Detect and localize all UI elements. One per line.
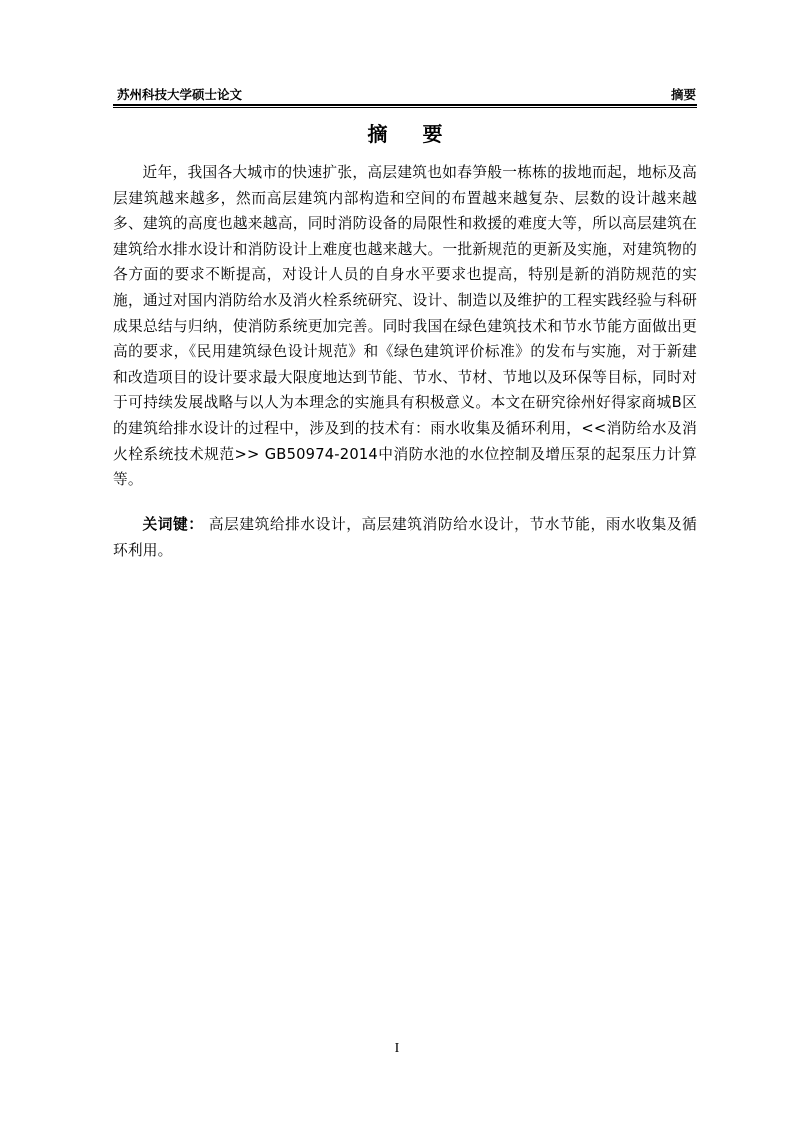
header-section-name: 摘要 (670, 87, 696, 102)
page-number: I (394, 1041, 400, 1056)
header-rule-thin (113, 107, 697, 108)
keywords-label: 关词键： (142, 516, 204, 533)
header-university-thesis: 苏州科技大学硕士论文 (117, 87, 243, 102)
header-rule-thick (113, 104, 697, 106)
abstract-title: 摘 要 (367, 122, 457, 146)
abstract-paragraph: 近年，我国各大城市的快速扩张，高层建筑也如春笋般一栋栋的拔地而起，地标及高层建筑越来越多，然而高层建筑内部构造和空间的布置越来越复杂、层数的设计越来越多、建筑的高度也越来越高，同时消防设备的局限性和救援的难度大等，所以高层建筑在建筑给水排水设计和消防设计上难度也越来越大。一批新规范的更新及实施，对建筑物的各方面的要求不断提高，对设计人员的自身水平要求也提高，特别是新的消防规范的实施，通过对国内消防给水及消火栓系统研究、设计、制造以及维护的工程实践经验与科研成果总结与归纳，使消防系统更加完善。同时我国在绿色建筑技术和节水节能方面做出更高的要求，《民用建筑绿色设计规范》和《绿色建筑评价标准》的发布与实施，对于新建和改造项目的设计要求最大限度地达到节能、节水、节材、节地以及环保等目标，同时对于可持续发展战略与以人为本理念的实施具有积极意义。本文在研究徐州好得家商城B区的建筑给排水设计的过程中，涉及到的技术有：雨水收集及循环利用，<<消防给水及消火栓系统技术规范>> GB50974-2014中消防水池的水位控制及增压泵的起泵压力计算等。 (113, 164, 697, 489)
running-header (113, 86, 697, 104)
keywords-paragraph (113, 512, 697, 563)
keywords-text: 高层建筑给排水设计，高层建筑消防给水设计，节水节能，雨水收集及循环利用。 (113, 516, 697, 559)
